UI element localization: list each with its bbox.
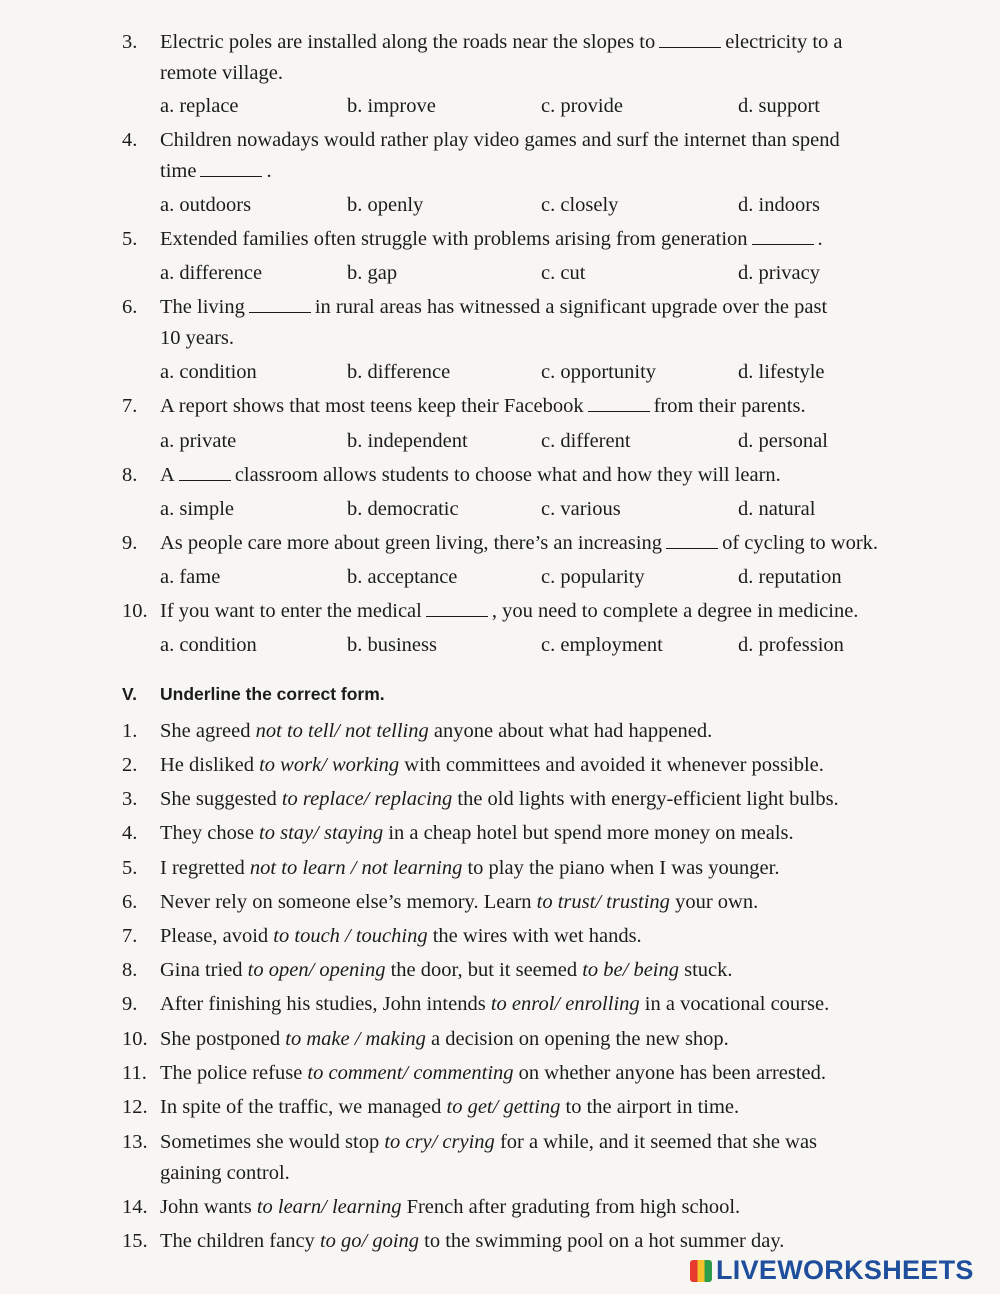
option-a[interactable]: a. difference <box>160 262 263 284</box>
liveworksheets-logo-icon <box>690 1260 712 1282</box>
question-3 <box>0 25 1000 59</box>
answer-blank[interactable] <box>200 154 262 177</box>
exercise-item: 11. The police refuse to comment/ commenting on whether anyone has been arrested. <box>122 1062 827 1084</box>
exercise-item-cont: gaining control. <box>160 1162 290 1184</box>
option-b[interactable]: b. difference <box>347 361 451 383</box>
form-choice[interactable]: to touch / touching <box>273 925 428 947</box>
question-6 <box>0 290 1000 324</box>
form-choice[interactable]: not to tell/ not telling <box>255 720 429 742</box>
answer-blank[interactable] <box>249 290 311 313</box>
question-4 <box>0 123 1000 157</box>
question-4-options <box>0 188 1000 222</box>
question-stem: A classroom allows students to choose what and how they will learn. <box>160 458 781 492</box>
question-5 <box>0 222 1000 256</box>
option-c[interactable]: c. different <box>541 430 631 452</box>
exercise-item: 5. I regretted not to learn / not learning to play the piano when I was younger. <box>122 857 780 879</box>
form-choice[interactable]: not to learn / not learning <box>249 857 463 879</box>
option-d[interactable]: d. personal <box>738 430 828 452</box>
form-choice[interactable]: to stay/ staying <box>259 822 384 844</box>
exercise-item: 8. Gina tried to open/ opening the door, but it seemed to be/ being stuck. <box>122 959 733 981</box>
answer-blank[interactable] <box>659 25 721 48</box>
exercise-item: 15. The children fancy to go/ going to the swimming pool on a hot summer day. <box>122 1230 785 1252</box>
exercise-item: 14. John wants to learn/ learning French after graduting from high school. <box>122 1196 741 1218</box>
section-heading: V. Underline the correct form. <box>122 684 385 704</box>
option-b[interactable]: b. democratic <box>347 498 459 520</box>
question-number: 7. <box>122 395 138 417</box>
option-a[interactable]: a. fame <box>160 566 221 588</box>
answer-blank[interactable] <box>588 389 650 412</box>
question-9-options <box>0 560 1000 594</box>
option-c[interactable]: c. opportunity <box>541 361 657 383</box>
exercise-item: 12. In spite of the traffic, we managed to get/ getting to the airport in time. <box>122 1096 740 1118</box>
option-b[interactable]: b. improve <box>347 95 436 117</box>
question-8 <box>0 458 1000 492</box>
answer-blank[interactable] <box>752 222 814 245</box>
form-choice[interactable]: to replace/ replacing <box>281 788 453 810</box>
question-3-cont: remote village. <box>160 62 283 84</box>
exercise-item: 4. They chose to stay/ staying in a cheap hotel but spend more money on meals. <box>122 822 794 844</box>
exercise-item: 3. She suggested to replace/ replacing the old lights with energy-efficient light bulbs. <box>122 788 839 810</box>
form-choice[interactable]: to enrol/ enrolling <box>490 993 640 1015</box>
question-stem: If you want to enter the medical , you need to complete a degree in medicine. <box>160 594 858 628</box>
question-number: 5. <box>122 228 138 250</box>
question-stem: A report shows that most teens keep their Facebook from their parents. <box>160 389 806 423</box>
question-number: 4. <box>122 129 138 151</box>
exercise-item: 13. Sometimes she would stop to cry/ crying for a while, and it seemed that she was <box>122 1131 818 1153</box>
question-number: 6. <box>122 296 138 318</box>
question-7-options <box>0 424 1000 458</box>
answer-blank[interactable] <box>179 458 231 481</box>
answer-blank[interactable] <box>426 594 488 617</box>
option-d[interactable]: d. natural <box>738 498 816 520</box>
option-b[interactable]: b. independent <box>347 430 468 452</box>
question-number: 3. <box>122 31 138 53</box>
question-number: 10. <box>122 600 148 622</box>
form-choice[interactable]: to go/ going <box>319 1230 420 1252</box>
option-c[interactable]: c. employment <box>541 634 663 656</box>
option-a[interactable]: a. condition <box>160 634 257 656</box>
liveworksheets-brand: LIVEWORKSHEETS <box>690 1255 974 1285</box>
option-d[interactable]: d. support <box>738 95 820 117</box>
question-stem: As people care more about green living, there’s an increasing of cycling to work. <box>160 526 878 560</box>
exercise-item: 10. She postponed to make / making a decision on opening the new shop. <box>122 1028 729 1050</box>
option-a[interactable]: a. replace <box>160 95 239 117</box>
option-a[interactable]: a. condition <box>160 361 257 383</box>
form-choice[interactable]: to make / making <box>285 1028 426 1050</box>
question-10-options <box>0 628 1000 662</box>
question-10 <box>0 594 1000 628</box>
option-c[interactable]: c. provide <box>541 95 623 117</box>
exercise-item: 6. Never rely on someone else’s memory. Learn to trust/ trusting your own. <box>122 891 759 913</box>
option-d[interactable]: d. lifestyle <box>738 361 825 383</box>
exercise-item: 2. He disliked to work/ working with committees and avoided it whenever possible. <box>122 754 824 776</box>
question-number: 8. <box>122 464 138 486</box>
question-9 <box>0 526 1000 560</box>
option-a[interactable]: a. simple <box>160 498 235 520</box>
question-6-cont: 10 years. <box>160 327 235 349</box>
option-d[interactable]: d. reputation <box>738 566 842 588</box>
option-a[interactable]: a. outdoors <box>160 194 252 216</box>
option-c[interactable]: c. cut <box>541 262 586 284</box>
option-b[interactable]: b. openly <box>347 194 424 216</box>
question-5-options <box>0 256 1000 290</box>
question-8-options <box>0 492 1000 526</box>
form-choice[interactable]: to be/ being <box>582 959 679 981</box>
question-7 <box>0 389 1000 423</box>
form-choice[interactable]: to learn/ learning <box>256 1196 402 1218</box>
option-c[interactable]: c. closely <box>541 194 619 216</box>
form-choice[interactable]: to open/ opening <box>247 959 386 981</box>
question-stem: Children nowadays would rather play video games and surf the internet than spend <box>160 129 840 151</box>
option-c[interactable]: c. various <box>541 498 621 520</box>
option-b[interactable]: b. business <box>347 634 437 656</box>
option-d[interactable]: d. privacy <box>738 262 820 284</box>
option-b[interactable]: b. gap <box>347 262 398 284</box>
question-stem: Electric poles are installed along the roads near the slopes to electricity to a <box>160 25 843 59</box>
option-b[interactable]: b. acceptance <box>347 566 458 588</box>
question-stem: Extended families often struggle with problems arising from generation . <box>160 222 823 256</box>
option-d[interactable]: d. indoors <box>738 194 820 216</box>
question-3-options <box>0 89 1000 123</box>
question-6-options <box>0 355 1000 389</box>
form-choice[interactable]: to get/ getting <box>446 1096 561 1118</box>
option-c[interactable]: c. popularity <box>541 566 645 588</box>
question-4-cont: time . <box>0 154 1000 188</box>
exercise-item: 7. Please, avoid to touch / touching the wires with wet hands. <box>122 925 642 947</box>
form-choice[interactable]: to comment/ commenting <box>307 1062 514 1084</box>
form-choice[interactable]: to work/ working <box>259 754 400 776</box>
option-d[interactable]: d. profession <box>738 634 844 656</box>
question-number: 9. <box>122 532 138 554</box>
option-a[interactable]: a. private <box>160 430 237 452</box>
answer-blank[interactable] <box>666 526 718 549</box>
exercise-item: 9. After finishing his studies, John intends to enrol/ enrolling in a vocational course. <box>122 993 830 1015</box>
form-choice[interactable]: to cry/ crying <box>384 1131 495 1153</box>
exercise-item: 1. She agreed not to tell/ not telling anyone about what had happened. <box>122 720 713 742</box>
form-choice[interactable]: to trust/ trusting <box>536 891 670 913</box>
question-stem: The living in rural areas has witnessed a significant upgrade over the past <box>160 290 827 324</box>
